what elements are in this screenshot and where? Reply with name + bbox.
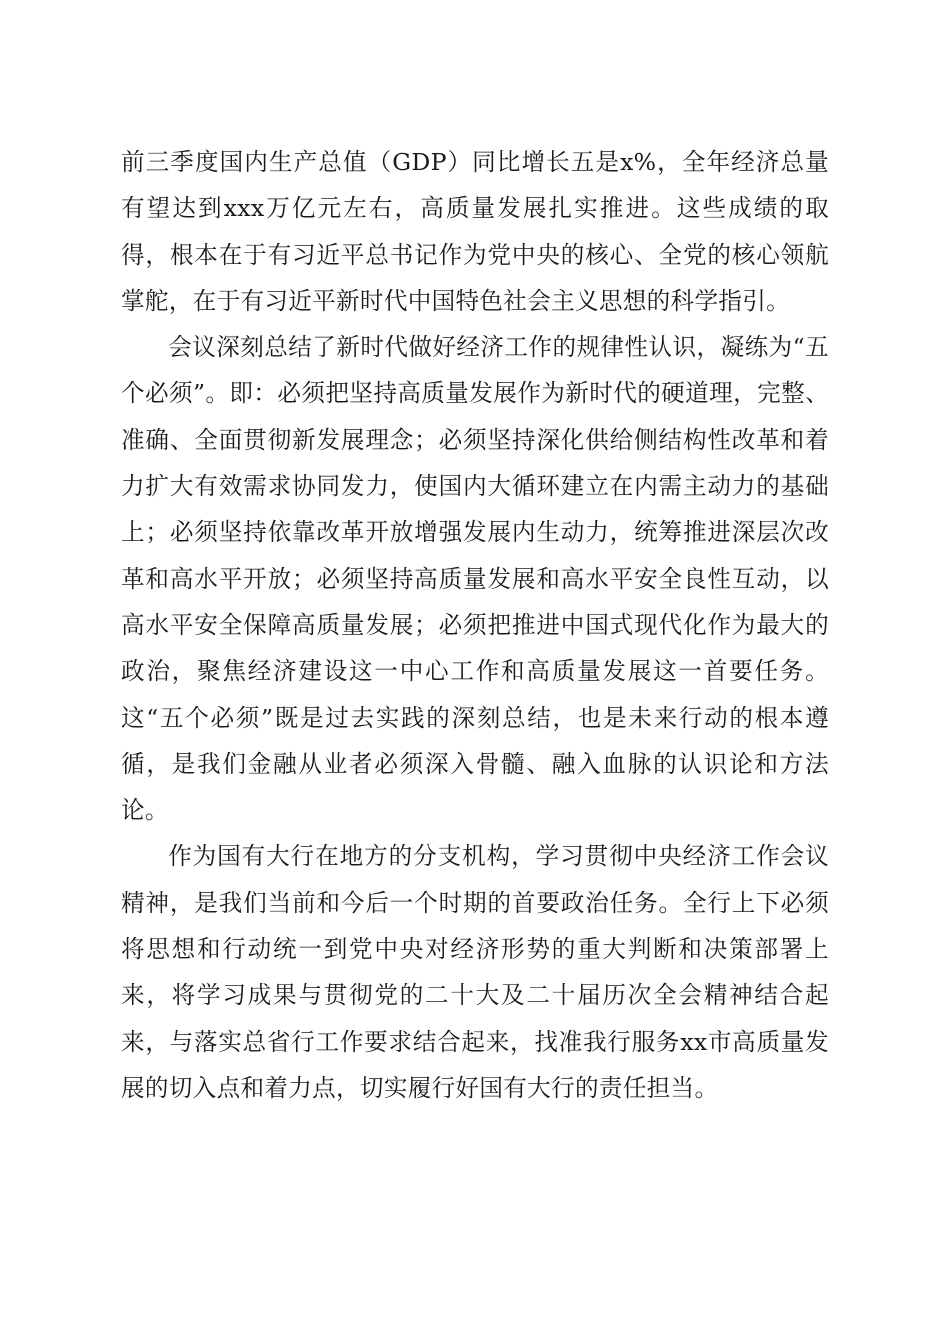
paragraph-five-musts: 会议深刻总结了新时代做好经济工作的规律性认识，凝练为“五个必须”。即：必须把坚持高质量发展作为新时代的硬道理，完整、准确、全面贯彻新发展理念；必须坚持深化供给侧结构性改革和着力扩大有效需求协同发力，使国内大循环建立在内需主动力的基础上；必须坚持依靠改革开放增强发展内生动力，统筹推进深层次改革和高水平开放；必须坚持高质量发展和高水平安全良性互动，以高水平安全保障高质量发展；必须把推进中国式现代化作为最大的政治，聚焦经济建设这一中心工作和高质量发展这一首要任务。这“五个必须”既是过去实践的深刻总结，也是未来行动的根本遵循，是我们金融从业者必须深入骨髓、融入血脉的认识论和方法论。: [121, 333, 829, 825]
document-body: [121, 139, 829, 1111]
paragraph-gdp-growth: 前三季度国内生产总值（GDP）同比增长五是x%，全年经济总量有望达到xxx万亿元左右，高质量发展扎实推进。这些成绩的取得，根本在于有习近平总书记作为党中央的核心、全党的核心领航掌舵，在于有习近平新时代中国特色社会主义思想的科学指引。: [121, 148, 829, 315]
paragraph-branch-duties: 作为国有大行在地方的分支机构，学习贯彻中央经济工作会议精神，是我们当前和今后一个时期的首要政治任务。全行上下必须将思想和行动统一到党中央对经济形势的重大判断和决策部署上来，将学习成果与贯彻党的二十大及二十届历次全会精神结合起来，与落实总省行工作要求结合起来，找准我行服务xx市高质量发展的切入点和着力点，切实履行好国有大行的责任担当。: [121, 842, 829, 1102]
